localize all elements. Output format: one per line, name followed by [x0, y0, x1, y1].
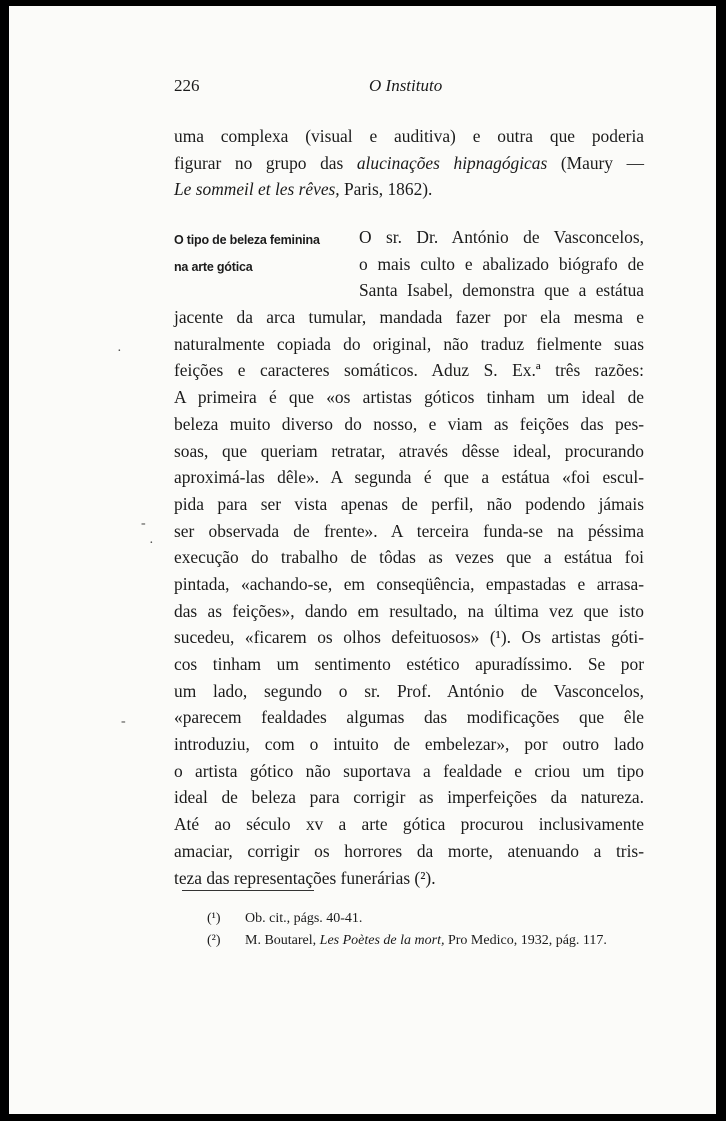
- italic-title: Le sommeil et les rêves,: [174, 179, 340, 200]
- text-line: o mais culto e abalizado biógrafo de: [359, 253, 644, 274]
- sidenote-line: O tipo de beleza feminina: [174, 233, 320, 247]
- footnote-rule: [182, 890, 314, 891]
- margin-dot: ·: [149, 536, 154, 551]
- text-line: jacente da arca tumular, mandada fazer por ela mesma e: [174, 307, 644, 328]
- page-number: 226: [174, 76, 200, 95]
- intro-paragraph: [174, 123, 644, 203]
- text-line: uma complexa (visual e auditiva) e outra que poderia: [174, 126, 644, 146]
- text-line: «parecem fealdades algumas das modificações que êle: [174, 707, 644, 728]
- text-line: figurar no grupo das alucinações hipnagógicas (Maury —: [174, 152, 644, 173]
- text-line: o artista gótico não suportava a fealdade e criou um tipo: [174, 760, 644, 781]
- margin-dot: ·: [117, 344, 122, 359]
- footnote-italic-title: Les Poètes de la mort,: [319, 933, 445, 948]
- text-line: teza das representações funerárias (²).: [174, 867, 436, 888]
- footnote-text: M. Boutarel,: [245, 933, 320, 948]
- text-line: introduziu, com o intuito de embelezar», por outro lado: [174, 734, 644, 755]
- text-line: execução do trabalho de tôdas as vezes que a estátua foi: [174, 547, 644, 568]
- text-line: O sr. Dr. António de Vasconcelos,: [359, 227, 644, 247]
- text-line: das as feições», dando em resultado, na última vez que isto: [174, 600, 644, 621]
- footnote-mark: (¹): [207, 911, 221, 926]
- text-line: um lado, segundo o sr. Prof. António de Vasconcelos,: [174, 680, 644, 701]
- text-line: pintada, «achando-se, em conseqüência, empastadas e arrasa-: [174, 573, 644, 594]
- sidenote-line: na arte gótica: [174, 260, 253, 274]
- text-line: Le sommeil et les rêves, Paris, 1862).: [174, 179, 433, 200]
- margin-dash: -: [141, 516, 146, 531]
- text-line: Até ao século xv a arte gótica procurou inclusivamente: [174, 814, 644, 835]
- main-paragraph: [174, 224, 644, 891]
- text-line: soas, que queriam retratar, através dêsse ideal, procurando: [174, 440, 644, 461]
- text-line: ideal de beleza para corrigir as imperfeições da natureza.: [174, 787, 644, 808]
- text-line: aproximá-las dêle». A segunda é que a estátua «foi escul-: [174, 467, 644, 488]
- margin-dash: -: [121, 714, 126, 729]
- text-line: naturalmente copiada do original, não traduz fielmente suas: [174, 333, 644, 354]
- journal-title: O Instituto: [369, 76, 443, 95]
- text-line: Santa Isabel, demonstra que a estátua: [359, 280, 644, 301]
- footnote-text: Ob. cit., págs. 40-41.: [245, 911, 363, 926]
- text-line: sucedeu, «ficarem os olhos defeituosos» (¹). Os artistas góti-: [174, 627, 644, 648]
- text-line: amaciar, corrigir os horrores da morte, atenuando a tris-: [174, 840, 644, 861]
- footnotes: [207, 908, 607, 952]
- text-line: A primeira é que «os artistas góticos tinham um ideal de: [174, 387, 644, 408]
- footnote-1: [207, 908, 607, 930]
- text-line: beleza muito diverso do nosso, e viam as feições das pes-: [174, 413, 644, 434]
- footnote-text: Pro Medico, 1932, pág. 117.: [444, 933, 607, 948]
- running-header: [9, 76, 716, 102]
- page: [9, 6, 716, 1114]
- italic-term: alucinações hipnagógicas: [356, 152, 548, 173]
- text-line: cos tinham um sentimento estético apuradíssimo. Se por: [174, 654, 644, 674]
- footnote-mark: (²): [207, 933, 221, 948]
- text-line: ser observada de frente». A terceira funda-se na péssima: [174, 520, 644, 541]
- text-line: pida para ser vista apenas de perfil, não podendo jámais: [174, 493, 644, 514]
- footnote-2: [207, 930, 607, 952]
- text-line: feições e caracteres somáticos. Aduz S. Ex.ª três razões:: [174, 360, 644, 381]
